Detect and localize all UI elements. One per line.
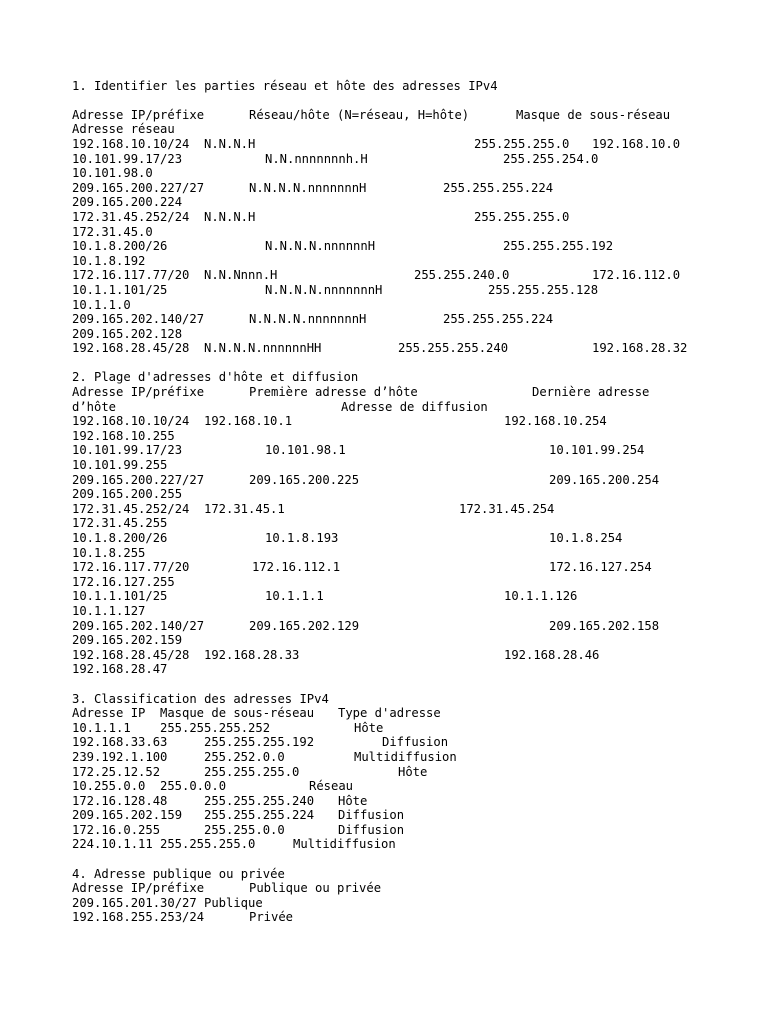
network-address: 10.1.1.0 bbox=[72, 297, 131, 312]
s2-row-wrap bbox=[72, 458, 712, 473]
ip-address: 172.25.12.52 bbox=[72, 764, 161, 779]
column-header: Adresse IP/préfixe bbox=[72, 107, 205, 122]
first-host: 10.1.8.193 bbox=[265, 531, 339, 545]
ip-address: 224.10.1.11 bbox=[72, 837, 153, 852]
network-address: 192.168.10.0 bbox=[592, 136, 681, 151]
subnet-mask: 255.252.0.0 bbox=[204, 749, 285, 764]
column-header: Adresse IP/préfixe bbox=[72, 881, 205, 896]
ip-address: 192.168.33.63 bbox=[72, 735, 168, 750]
subnet-mask: 255.255.255.252 bbox=[160, 720, 271, 735]
subnet-mask: 255.255.255.224 bbox=[204, 808, 315, 823]
s1-row-wrap bbox=[72, 195, 712, 210]
s1-row bbox=[72, 210, 712, 225]
s2-header-wrap bbox=[72, 400, 712, 415]
s2-row bbox=[72, 531, 712, 546]
public-private: Privée bbox=[249, 910, 294, 925]
address-type: Hôte bbox=[338, 793, 368, 808]
s1-row-wrap bbox=[72, 254, 712, 269]
s2-row bbox=[72, 414, 712, 429]
blank-line bbox=[72, 677, 712, 692]
ip-address: 172.16.128.48 bbox=[72, 793, 168, 808]
s4-header-line bbox=[72, 881, 712, 896]
s3-header-line bbox=[72, 706, 712, 721]
ip-prefix: 192.168.10.10/24 bbox=[72, 414, 190, 429]
column-header: Masque de sous-réseau bbox=[160, 706, 315, 721]
column-header: Réseau/hôte (N=réseau, H=hôte) bbox=[249, 107, 470, 122]
ip-address: 172.16.0.255 bbox=[72, 822, 161, 837]
s3-row bbox=[72, 823, 712, 838]
first-host: 172.16.112.1 bbox=[252, 560, 341, 575]
last-host: 10.101.99.254 bbox=[549, 443, 645, 458]
s2-row-wrap bbox=[72, 604, 712, 619]
ip-prefix: 10.1.1.101/25 bbox=[72, 589, 168, 604]
s1-row bbox=[72, 341, 712, 356]
section-title: 3. Classification des adresses IPv4 bbox=[72, 691, 329, 706]
network-host: N.N.N.N.nnnnnnnH bbox=[265, 282, 383, 297]
s4-row bbox=[72, 910, 712, 925]
s2-row bbox=[72, 648, 712, 663]
ip-prefix: 10.1.8.200/26 bbox=[72, 239, 168, 254]
broadcast-address: 10.1.1.127 bbox=[72, 603, 146, 618]
last-host: 192.168.28.46 bbox=[504, 647, 600, 662]
subnet-mask: 255.255.255.224 bbox=[443, 312, 554, 327]
s2-row bbox=[72, 619, 712, 634]
first-host: 209.165.202.129 bbox=[249, 618, 360, 633]
broadcast-address: 192.168.28.47 bbox=[72, 662, 168, 677]
s3-row bbox=[72, 721, 712, 736]
last-host: 209.165.200.254 bbox=[549, 472, 660, 487]
s1-row bbox=[72, 152, 712, 167]
network-host: N.N.N.N.nnnnnnnH bbox=[249, 312, 367, 327]
ip-prefix: 172.31.45.252/24 bbox=[72, 501, 190, 516]
s1-row bbox=[72, 181, 712, 196]
s2-row-wrap bbox=[72, 575, 712, 590]
network-host: N.N.N.N.nnnnnnH bbox=[265, 239, 376, 254]
broadcast-address: 10.101.99.255 bbox=[72, 458, 168, 473]
ip-prefix: 192.168.10.10/24 bbox=[72, 136, 190, 151]
broadcast-address: 192.168.10.255 bbox=[72, 428, 175, 443]
subnet-mask: 255.255.255.240 bbox=[398, 341, 509, 356]
document-body bbox=[72, 64, 712, 925]
network-address: 172.16.112.0 bbox=[592, 268, 681, 283]
s2-row-wrap bbox=[72, 429, 712, 444]
network-address: 172.31.45.0 bbox=[72, 224, 153, 239]
s3-row bbox=[72, 765, 712, 780]
ip-prefix: 172.31.45.252/24 bbox=[72, 209, 190, 224]
first-host: 10.1.1.1 bbox=[265, 589, 324, 604]
s2-row bbox=[72, 473, 712, 488]
ip-prefix: 192.168.255.253/24 bbox=[72, 910, 205, 925]
network-host: N.N.Nnnn.H bbox=[204, 268, 278, 283]
public-private: Publique bbox=[204, 895, 263, 910]
s2-header-line bbox=[72, 385, 712, 400]
ip-prefix: 209.165.200.227/27 bbox=[72, 180, 205, 195]
network-host: N.N.N.H bbox=[204, 136, 256, 151]
last-host: 172.31.45.254 bbox=[459, 501, 555, 516]
ip-prefix: 192.168.28.45/28 bbox=[72, 647, 190, 662]
subnet-mask: 255.255.240.0 bbox=[414, 268, 510, 283]
s2-row bbox=[72, 589, 712, 604]
s3-row bbox=[72, 750, 712, 765]
s1-row bbox=[72, 312, 712, 327]
column-header: Adresse IP bbox=[72, 706, 146, 721]
s2-row-wrap bbox=[72, 546, 712, 561]
section-2-title bbox=[72, 370, 712, 385]
broadcast-address: 209.165.200.255 bbox=[72, 487, 183, 502]
ip-prefix: 10.101.99.17/23 bbox=[72, 443, 183, 458]
network-host: N.N.nnnnnnnh.H bbox=[265, 151, 368, 166]
s1-row-wrap bbox=[72, 225, 712, 240]
first-host: 209.165.200.225 bbox=[249, 472, 360, 487]
subnet-mask: 255.255.255.240 bbox=[204, 793, 315, 808]
network-host: N.N.N.N.nnnnnnHH bbox=[204, 341, 322, 356]
ip-prefix: 209.165.202.140/27 bbox=[72, 618, 205, 633]
address-type: Diffusion bbox=[382, 735, 449, 750]
s3-row bbox=[72, 808, 712, 823]
column-header: Masque de sous-réseau bbox=[516, 107, 671, 122]
last-host: 192.168.10.254 bbox=[504, 414, 607, 429]
broadcast-address: 172.16.127.255 bbox=[72, 574, 175, 589]
ip-prefix: 10.101.99.17/23 bbox=[72, 151, 183, 166]
address-type: Multidiffusion bbox=[293, 837, 396, 852]
s1-header-wrap bbox=[72, 122, 712, 137]
ip-prefix: 172.16.117.77/20 bbox=[72, 560, 190, 575]
s1-row bbox=[72, 268, 712, 283]
subnet-mask: 255.255.255.0 bbox=[204, 764, 300, 779]
last-host: 10.1.8.254 bbox=[549, 531, 623, 545]
broadcast-address: 209.165.202.159 bbox=[72, 633, 183, 648]
s1-row bbox=[72, 283, 712, 298]
network-address: 10.101.98.0 bbox=[72, 166, 153, 181]
subnet-mask: 255.255.255.0 bbox=[474, 136, 570, 151]
network-host: N.N.N.H bbox=[204, 209, 256, 224]
s1-row-wrap bbox=[72, 166, 712, 181]
address-type: Hôte bbox=[354, 720, 384, 735]
s3-row bbox=[72, 794, 712, 809]
section-4-title bbox=[72, 867, 712, 882]
first-host: 192.168.10.1 bbox=[204, 414, 293, 429]
blank-line bbox=[72, 64, 712, 79]
address-type: Diffusion bbox=[338, 822, 405, 837]
section-title: 1. Identifier les parties réseau et hôte des adresses IPv4 bbox=[72, 78, 498, 93]
s3-row bbox=[72, 735, 712, 750]
last-host: 209.165.202.158 bbox=[549, 618, 660, 633]
subnet-mask: 255.255.0.0 bbox=[204, 822, 285, 837]
s4-row bbox=[72, 896, 712, 911]
subnet-mask: 255.255.255.192 bbox=[204, 735, 315, 750]
subnet-mask: 255.255.255.0 bbox=[474, 209, 570, 224]
subnet-mask: 255.255.255.192 bbox=[503, 239, 614, 254]
column-header: Adresse de diffusion bbox=[341, 399, 488, 414]
s2-row-wrap bbox=[72, 487, 712, 502]
ip-prefix: 172.16.117.77/20 bbox=[72, 268, 190, 283]
first-host: 172.31.45.1 bbox=[204, 501, 285, 516]
s2-row bbox=[72, 502, 712, 517]
network-address: 10.1.8.192 bbox=[72, 253, 146, 268]
section-title: 4. Adresse publique ou privée bbox=[72, 866, 285, 881]
ip-prefix: 192.168.28.45/28 bbox=[72, 341, 190, 356]
ip-prefix: 209.165.202.140/27 bbox=[72, 312, 205, 327]
blank-line bbox=[72, 93, 712, 108]
blank-line bbox=[72, 852, 712, 867]
s1-row bbox=[72, 239, 712, 254]
last-host: 10.1.1.126 bbox=[504, 589, 578, 604]
subnet-mask: 255.0.0.0 bbox=[160, 779, 227, 794]
ip-prefix: 10.1.8.200/26 bbox=[72, 531, 168, 545]
first-host: 192.168.28.33 bbox=[204, 647, 300, 662]
ip-address: 209.165.202.159 bbox=[72, 808, 183, 823]
ip-address: 10.1.1.1 bbox=[72, 720, 131, 735]
column-header: Type d'adresse bbox=[338, 706, 441, 721]
s1-row bbox=[72, 137, 712, 152]
s1-row-wrap bbox=[72, 327, 712, 342]
address-type: Hôte bbox=[398, 764, 428, 779]
broadcast-address: 172.31.45.255 bbox=[72, 516, 168, 531]
s3-row bbox=[72, 837, 712, 852]
s2-row-wrap bbox=[72, 633, 712, 648]
section-3-title bbox=[72, 692, 712, 707]
network-host: N.N.N.N.nnnnnnnH bbox=[249, 180, 367, 195]
address-type: Diffusion bbox=[338, 808, 405, 823]
column-header: Adresse IP/préfixe bbox=[72, 385, 205, 400]
column-header: Publique ou privée bbox=[249, 881, 382, 896]
column-header: Adresse réseau bbox=[72, 122, 175, 137]
address-type: Réseau bbox=[309, 779, 354, 794]
ip-prefix: 209.165.201.30/27 bbox=[72, 895, 197, 910]
s2-row-wrap bbox=[72, 662, 712, 677]
s2-row bbox=[72, 560, 712, 575]
subnet-mask: 255.255.255.224 bbox=[443, 180, 554, 195]
column-header: Première adresse d’hôte bbox=[249, 385, 418, 400]
network-address: 209.165.200.224 bbox=[72, 195, 183, 210]
subnet-mask: 255.255.254.0 bbox=[503, 151, 599, 166]
section-1-title bbox=[72, 79, 712, 94]
section-title: 2. Plage d'adresses d'hôte et diffusion bbox=[72, 370, 359, 385]
column-header: d’hôte bbox=[72, 399, 117, 414]
last-host: 172.16.127.254 bbox=[549, 560, 652, 575]
network-address: 192.168.28.32 bbox=[592, 341, 688, 356]
subnet-mask: 255.255.255.0 bbox=[160, 837, 256, 852]
blank-line bbox=[72, 356, 712, 371]
subnet-mask: 255.255.255.128 bbox=[488, 282, 599, 297]
ip-address: 239.192.1.100 bbox=[72, 749, 168, 764]
first-host: 10.101.98.1 bbox=[265, 443, 346, 458]
s2-row-wrap bbox=[72, 516, 712, 531]
s1-row-wrap bbox=[72, 298, 712, 313]
ip-address: 10.255.0.0 bbox=[72, 779, 146, 794]
ip-prefix: 10.1.1.101/25 bbox=[72, 282, 168, 297]
broadcast-address: 10.1.8.255 bbox=[72, 545, 146, 560]
ip-prefix: 209.165.200.227/27 bbox=[72, 472, 205, 487]
column-header: Dernière adresse bbox=[532, 385, 650, 400]
address-type: Multidiffusion bbox=[354, 749, 457, 764]
network-address: 209.165.202.128 bbox=[72, 326, 183, 341]
s2-row bbox=[72, 443, 712, 458]
s1-header-line bbox=[72, 108, 712, 123]
s3-row bbox=[72, 779, 712, 794]
